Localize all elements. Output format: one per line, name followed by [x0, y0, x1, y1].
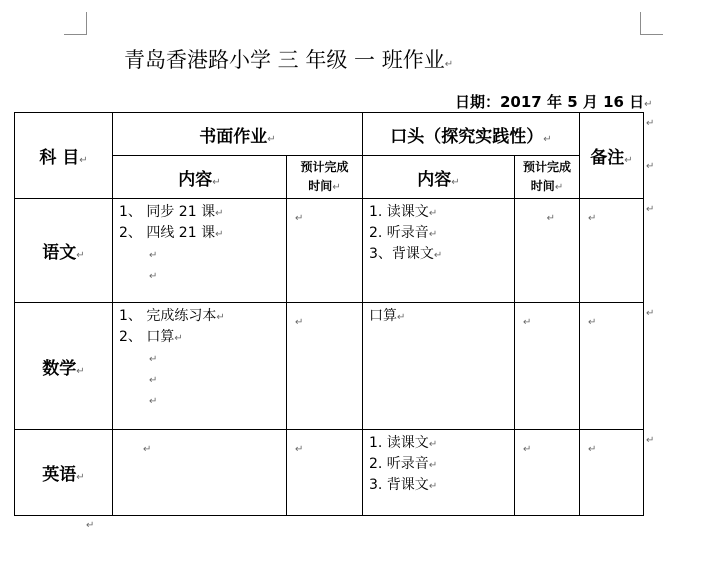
row-end-mark-icon: ↵ [646, 161, 655, 172]
document-title: 青岛香港路小学 三 年级 一 班作业↵ [124, 48, 454, 72]
oral-content-cell: 1. 读课文↵ 2. 听录音↵ 3. 背课文↵ [363, 430, 515, 516]
oral-content-cell: 1. 读课文↵ 2. 听录音↵ 3、背课文↵ [363, 199, 515, 303]
remark-cell: ↵ [580, 430, 644, 516]
date-line: 日期：2017 年 5 月 16 日↵ [455, 93, 653, 111]
remark-cell: ↵ [580, 199, 644, 303]
written-content-cell: 1、 同步 21 课↵ 2、 四线 21 课↵ ↵ ↵ [113, 199, 287, 303]
written-homework-header: 书面作业↵ [113, 113, 363, 156]
crop-mark-top-right [640, 12, 663, 35]
subject-cell: 语文↵ [15, 199, 113, 303]
subject-header: 科 目↵ [15, 113, 113, 199]
written-content-cell: ↵ [113, 430, 287, 516]
crop-mark-top-left [64, 12, 87, 35]
written-time-header: 预计完成时间↵ [287, 156, 363, 199]
oral-time-cell: ↵ [515, 430, 580, 516]
table-row [15, 199, 644, 303]
paragraph-mark-icon: ↵ [86, 520, 95, 531]
oral-content-cell: 口算↵ [363, 303, 515, 430]
written-content-cell: 1、 完成练习本↵ 2、 口算↵ ↵ ↵ ↵ [113, 303, 287, 430]
remark-header: 备注↵ [580, 113, 644, 199]
written-time-cell: ↵ [287, 430, 363, 516]
oral-homework-header: 口头（探究实践性）↵ [363, 113, 580, 156]
table-row [15, 303, 644, 430]
homework-table [14, 112, 644, 516]
written-time-cell: ↵ [287, 199, 363, 303]
row-end-mark-icon: ↵ [646, 435, 655, 446]
remark-cell: ↵ [580, 303, 644, 430]
row-end-mark-icon: ↵ [646, 204, 655, 215]
subject-cell: 英语↵ [15, 430, 113, 516]
oral-time-header: 预计完成时间↵ [515, 156, 580, 199]
oral-time-cell: ↵ [515, 199, 580, 303]
paragraph-mark-icon: ↵ [644, 99, 653, 110]
oral-content-header: 内容↵ [363, 156, 515, 199]
table-header-row [15, 113, 644, 156]
oral-time-cell: ↵ [515, 303, 580, 430]
written-time-cell: ↵ [287, 303, 363, 430]
written-content-header: 内容↵ [113, 156, 287, 199]
table-row [15, 430, 644, 516]
row-end-mark-icon: ↵ [646, 118, 655, 129]
subject-cell: 数学↵ [15, 303, 113, 430]
row-end-mark-icon: ↵ [646, 308, 655, 319]
paragraph-mark-icon: ↵ [444, 59, 454, 70]
